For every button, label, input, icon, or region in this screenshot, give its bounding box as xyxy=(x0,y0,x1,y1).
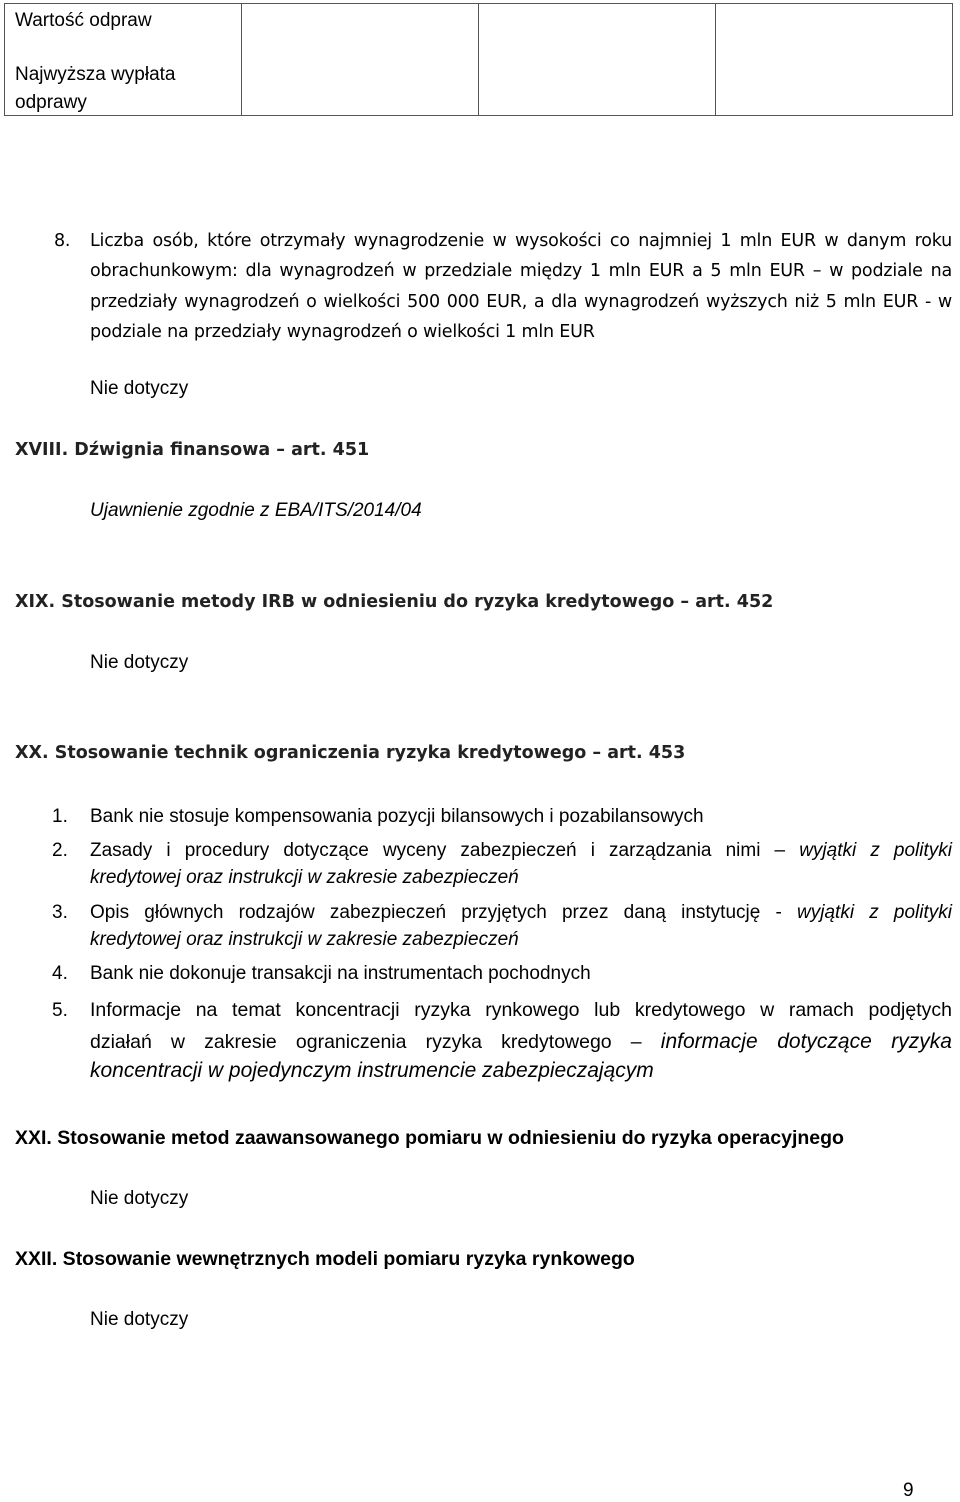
table-cell xyxy=(479,4,716,116)
item-8-line-4: podziale na przedziały wynagrodzeń o wielkości 1 mln EUR xyxy=(90,322,595,342)
item-3-line-1 xyxy=(90,902,952,924)
table-cell xyxy=(716,4,953,116)
item-8-line-3: przedziały wynagrodzeń o wielkości 500 000 EUR, a dla wynagrodzeń wyższych niż 5 mln EUR - w xyxy=(90,292,952,312)
item-3-italic: wyjątki z polityki xyxy=(797,902,952,923)
item-5-italic: informacje dotyczące ryzyka xyxy=(660,1030,952,1053)
table-label-cell xyxy=(5,4,242,116)
section-22-answer: Nie dotyczy xyxy=(90,1309,189,1330)
row-label-severance-value: Wartość odpraw xyxy=(15,10,152,31)
row-label-highest-severance: Najwyższa wypłata odprawy xyxy=(15,64,176,113)
item-2-number: 2. xyxy=(52,840,68,861)
section-20-heading: XX. Stosowanie technik ograniczenia ryzyka kredytowego – art. 453 xyxy=(15,743,686,763)
item-2-line-1 xyxy=(90,840,952,862)
item-8-number: 8. xyxy=(54,231,71,251)
item-5-line-1: Informacje na temat koncentracji ryzyka rynkowego lub kredytowego w ramach podjętych xyxy=(90,999,952,1021)
item-1-text: Bank nie stosuje kompensowania pozycji bilansowych i pozabilansowych xyxy=(90,806,704,827)
section-18-heading: XVIII. Dźwignia finansowa – art. 451 xyxy=(15,440,370,460)
item-5-text: działań w zakresie ograniczenia ryzyka kredytowego – xyxy=(90,1031,642,1053)
item-3-text: Opis głównych rodzajów zabezpieczeń przyjętych przez daną instytucję - xyxy=(90,902,782,923)
item-4-text: Bank nie dokonuje transakcji na instrumentach pochodnych xyxy=(90,963,591,984)
item-4-number: 4. xyxy=(52,963,68,984)
section-19-heading: XIX. Stosowanie metody IRB w odniesieniu do ryzyka kredytowego – art. 452 xyxy=(15,592,774,612)
section-21-heading: XXI. Stosowanie metod zaawansowanego pomiaru w odniesieniu do ryzyka operacyjnego xyxy=(15,1127,844,1149)
item-8-answer: Nie dotyczy xyxy=(90,378,189,399)
section-18-note: Ujawnienie zgodnie z EBA/ITS/2014/04 xyxy=(90,500,422,521)
item-3-number: 3. xyxy=(52,902,68,923)
item-8-line-2: obrachunkowym: dla wynagrodzeń w przedziale między 1 mln EUR a 5 mln EUR – w podziale na xyxy=(90,261,952,281)
item-8-line-1: Liczba osób, które otrzymały wynagrodzenie w wysokości co najmniej 1 mln EUR w danym roku xyxy=(90,231,952,251)
item-2-text: Zasady i procedury dotyczące wyceny zabezpieczeń i zarządzania nimi – xyxy=(90,840,786,861)
item-2-line-2: kredytowej oraz instrukcji w zakresie zabezpieczeń xyxy=(90,867,519,888)
section-21-answer: Nie dotyczy xyxy=(90,1188,189,1209)
item-1-number: 1. xyxy=(52,806,68,827)
section-22-heading: XXII. Stosowanie wewnętrznych modeli pomiaru ryzyka rynkowego xyxy=(15,1248,635,1270)
page-number: 9 xyxy=(903,1480,914,1501)
remuneration-table xyxy=(4,3,953,116)
item-3-line-2: kredytowej oraz instrukcji w zakresie zabezpieczeń xyxy=(90,929,519,950)
item-5-number: 5. xyxy=(52,1000,68,1021)
table-cell xyxy=(242,4,479,116)
item-5-line-3: koncentracji w pojedynczym instrumencie zabezpieczającym xyxy=(90,1059,654,1082)
item-2-italic: wyjątki z polityki xyxy=(799,840,952,861)
item-5-line-2 xyxy=(90,1030,952,1054)
section-19-answer: Nie dotyczy xyxy=(90,652,189,673)
